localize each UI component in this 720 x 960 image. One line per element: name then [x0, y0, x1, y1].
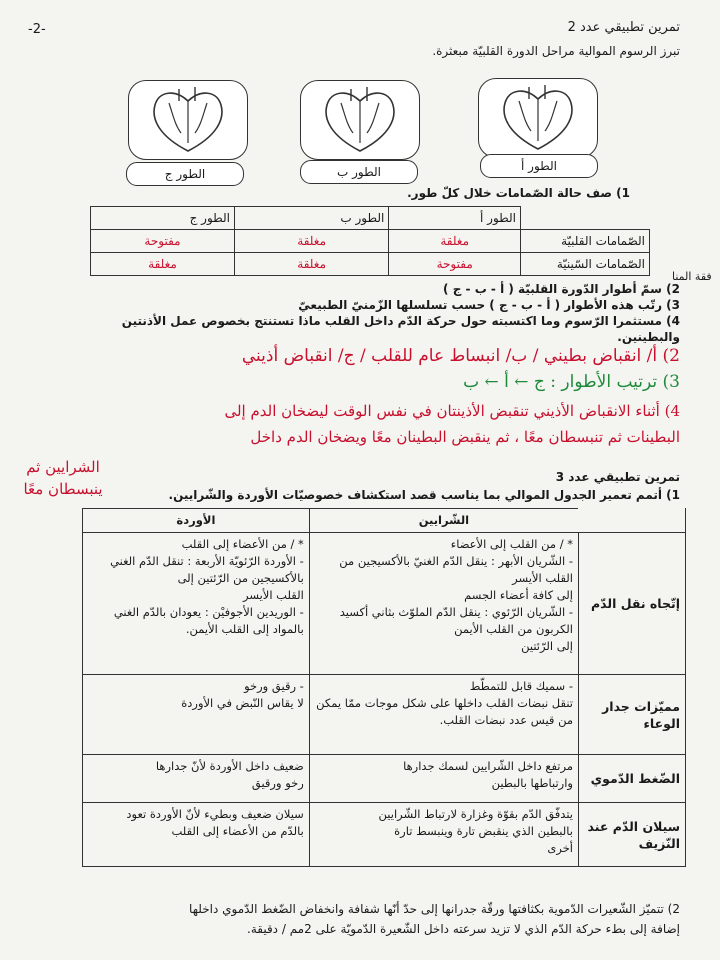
vessels-text: ضعيف داخل الأوردة لأنّ جدارها [155, 759, 304, 773]
vessels-text: سيلان ضعيف وبطيء لأنّ الأوردة تعود [126, 807, 304, 821]
vessels-row-direction [83, 533, 686, 675]
answer-4-line1: 4) أثناء الانقباض الأذيني تنقبض الأذينتان في نفس الوقت ليضخان الدم إلى [224, 402, 680, 420]
exercise-intro: تبرز الرسوم الموالية مراحل الدورة القلبيّة مبعثرة. [432, 44, 680, 58]
exercise-3-title: تمرين تطبيقي عدد 3 [555, 470, 680, 484]
vessels-text: يتدفّق الدّم بقوّة وغزارة لارتباط الشّرايين [378, 807, 573, 821]
side-fragment: فقة المنا [672, 270, 712, 283]
valves-row-label: الصّمامات القلبيّة [521, 230, 650, 253]
vessels-arteries-cell [309, 675, 578, 755]
vessels-row-label: الضّغط الدّموي [579, 755, 686, 803]
valves-header-a: الطور أ [389, 207, 521, 230]
valves-row-label: الصّمامات السّينيّة [521, 253, 650, 276]
vessels-text: بالبطين الذي ينقبض تارة وينبسط تارة [394, 824, 573, 838]
heart-icon [129, 81, 247, 159]
question-4-cont: والبطينين. [617, 330, 680, 344]
exercise-3-question-2-cont: إضافة إلى بطء حركة الدّم الذي لا تزيد سرعته داخل الشّعيرة الدّمويّة على 2مم / دقيقة. [247, 922, 680, 936]
vessels-text: - رقيق ورخو [244, 679, 304, 693]
vessels-text: تنقل نبضات القلب داخلها على شكل موجات ممّا يمكن من قيس عدد نبضات القلب. [316, 696, 573, 727]
question-1: 1) صف حالة الصّمامات خلال كلّ طور. [407, 186, 630, 200]
vessels-veins-cell [83, 533, 310, 675]
heart-icon [301, 81, 419, 159]
vessels-veins-cell [83, 675, 310, 755]
vessels-text: - الوريدين الأجوفيْن : يعودان بالدّم الغني بالمواد إلى القلب الأيمن. [113, 605, 304, 636]
vessels-text: - الأوردة الرّئويّة الأربعة : تنقل الدّم الغني بالأكسيجين من الرّئتين إلى [110, 554, 304, 585]
heart-diagram-a [478, 78, 598, 158]
vessels-row-wall [83, 675, 686, 755]
vessels-table [82, 508, 686, 867]
vessels-text: بالدّم من الأعضاء إلى القلب [171, 824, 304, 838]
vessels-row-bleeding [83, 803, 686, 867]
vessels-veins-cell [83, 755, 310, 803]
vessels-arteries-cell [309, 803, 578, 867]
exercise-3-question-2: 2) تتميّز الشّعيرات الدّموية بكثافتها ورقّة جدرانها إلى حدّ أنّها شفافة وانخفاض الضّغط الدّموي داخلها [189, 902, 680, 916]
valves-corner [521, 207, 650, 230]
stage-label-a: الطور أ [480, 154, 598, 178]
vessels-corner [579, 509, 686, 533]
vessels-header-row [83, 509, 686, 533]
answer-margin-note: الشرايين ثم ينبسطان معًا [23, 458, 103, 498]
vessels-text: إلى كافة أعضاء الجسم [464, 588, 573, 602]
vessels-row-label: مميّزات جدار الوعاء [579, 675, 686, 755]
heart-diagram-c [128, 80, 248, 160]
valves-answer: مغلقة [389, 230, 521, 253]
answer-3: 3) ترتيب الأطوار : ج ← أ ← ب [463, 372, 680, 392]
stage-label-b: الطور ب [300, 160, 418, 184]
vessels-text: - الشّريان الأبهر : ينقل الدّم الغنيّ بالأكسيجين من القلب الأيسر [339, 554, 573, 585]
exercise-3-question-1: 1) أتمم تعمير الجدول الموالي بما يناسب قصد استكشاف خصوصيّات الأوردة والشّرايين. [168, 488, 680, 502]
vessels-text: مرتفع داخل الشّرايين لسمك جدارها [403, 759, 573, 773]
vessels-arteries-cell [309, 755, 578, 803]
answer-4-line2: البطينات ثم تنبسطان معًا ، ثم ينقبض البطينان معًا ويضخان الدم داخل [250, 428, 680, 446]
valves-answer: مغلقة [234, 253, 388, 276]
answer-2: 2) أ/ انقباض بطيني / ب/ انبساط عام للقلب / ج/ انقباض أذيني [241, 346, 680, 366]
heart-icon [479, 79, 597, 157]
valves-row [91, 253, 650, 276]
question-4: 4) مستثمرا الرّسوم وما اكتسبته حول حركة الدّم داخل القلب ماذا تستنتج بخصوص عمل الأذنتين [121, 314, 680, 328]
vessels-veins-cell [83, 803, 310, 867]
vessels-text: * / من الأعضاء إلى القلب [181, 537, 304, 551]
vessels-row-label: إتّجاه نقل الدّم [579, 533, 686, 675]
vessels-text: أخرى [547, 841, 573, 855]
vessels-row-pressure [83, 755, 686, 803]
question-3: 3) رتّب هذه الأطوار ( أ - ب - ج ) حسب تسلسلها الزّمنيّ الطبيعيّ [298, 298, 680, 312]
vessels-header-arteries: الشّرايين [309, 509, 578, 533]
heart-diagram-b [300, 80, 420, 160]
exercise-title: تمرين تطبيقي عدد 2 [567, 20, 680, 35]
vessels-text: القلب الأيسر [242, 588, 304, 602]
valves-row [91, 230, 650, 253]
question-2: 2) سمّ أطوار الدّورة القلبيّة ( أ - ب - ج ) [443, 282, 680, 296]
vessels-text: لا يقاس النّبض في الأوردة [181, 696, 304, 710]
valves-header-row [91, 207, 650, 230]
valves-table [90, 206, 650, 276]
vessels-arteries-cell [309, 533, 578, 675]
page-mark: -2- [28, 22, 46, 37]
vessels-row-label: سيلان الدّم عند النّزيف [579, 803, 686, 867]
vessels-text: - سميك قابل للتمطّط [469, 679, 573, 693]
vessels-text: إلى الرّئتين [521, 639, 573, 653]
valves-answer: مفتوحة [91, 230, 235, 253]
valves-answer: مفتوحة [389, 253, 521, 276]
valves-header-b: الطور ب [234, 207, 388, 230]
stage-label-c: الطور ج [126, 162, 244, 186]
valves-header-c: الطور ج [91, 207, 235, 230]
vessels-text: رخو ورقيق [251, 776, 304, 790]
vessels-text: وارتباطها بالبطين [491, 776, 573, 790]
vessels-text: * / من القلب إلى الأعضاء [450, 537, 573, 551]
valves-answer: مغلقة [91, 253, 235, 276]
vessels-text: - الشّريان الرّئوي : ينقل الدّم الملوّث بثاني أكسيد الكربون من القلب الأيمن [339, 605, 573, 636]
valves-answer: مغلقة [234, 230, 388, 253]
vessels-header-veins: الأوردة [83, 509, 310, 533]
